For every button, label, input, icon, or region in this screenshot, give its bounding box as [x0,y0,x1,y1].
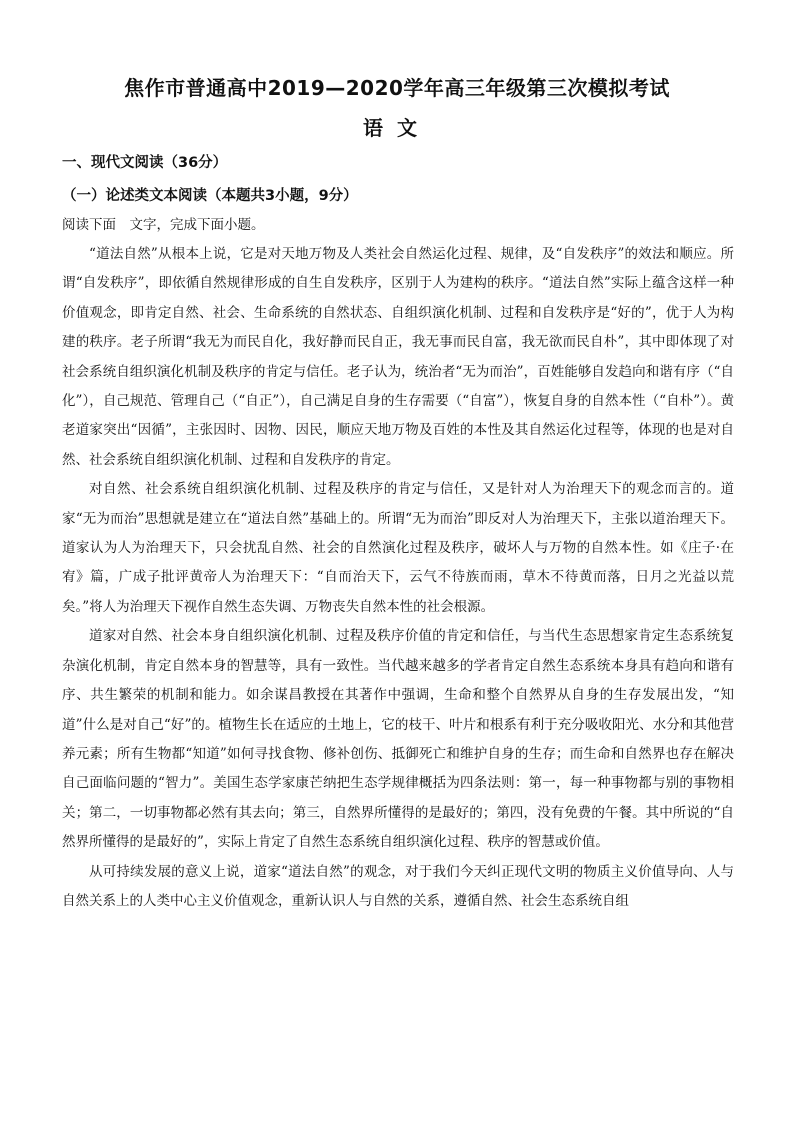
passage-paragraph-2: 对自然、社会系统自组织演化机制、过程及秩序的肯定与信任，又是针对人为治理天下的观念而言的。道家“无为而治”思想就是建立在“道法自然”基础上的。所谓“无为而治”即反对人为治理天下，主张以道治理天下。道家认为人为治理天下，只会扰乱自然、社会的自然演化过程及秩序，破坏人与万物的自然本性。如《庄子·在宥》篇，广成子批评黄帝人为治理天下：“自而治天下，云气不待族而雨，草木不待黄而落，日月之光益以荒矣。”将人为治理天下视作自然生态失调、万物丧失自然本性的社会根源。 [62,481,734,615]
passage-paragraph-3: 道家对自然、社会本身自组织演化机制、过程及秩序价值的肯定和信任，与当代生态思想家肯定生态系统复杂演化机制，肯定自然本身的智慧等，具有一致性。当代越来越多的学者肯定自然生态系统本身具有趋向和谐有序、共生繁荣的机制和能力。如余谋昌教授在其著作中强调，生命和整个自然界从自身的生存发展出发，“知道”什么是对自己“好”的。植物生长在适应的土地上，它的枝干、叶片和根系有利于充分吸收阳光、水分和其他营养元素；所有生物都“知道”如何寻找食物、修补创伤、抵御死亡和维护自身的生存；而生命和自然界也存在解决自己面临问题的“智力”。美国生态学家康芒纳把生态学规律概括为四条法则：第一，每一种事物都与别的事物相关；第二，一切事物都必然有其去向；第三，自然界所懂得的是最好的；第四，没有免费的午餐。其中所说的“自然界所懂得的是最好的”，实际上肯定了自然生态系统自组织演化过程、秩序的智慧或价值。 [62,628,734,851]
subsection-heading: （一）论述类文本阅读（本题共3小题，9分） [62,188,358,204]
passage-paragraph-4: 从可持续发展的意义上说，道家“道法自然”的观念，对于我们今天纠正现代文明的物质主义价值导向、人与自然关系上的人类中心主义价值观念，重新认识人与自然的关系，遵循自然、社会生态系统自组 [62,863,734,909]
passage-paragraph-1: “道法自然”从根本上说，它是对天地万物及人类社会自然运化过程、规律，及“自发秩序”的效法和顺应。所谓“自发秩序”，即依循自然规律形成的自生自发秩序，区别于人为建构的秩序。“道法自然”实际上蕴含这样一种价值观念，即肯定自然、社会、生命系统的自然状态、自组织演化机制、过程和自发秩序是“好的”，优于人为构建的秩序。老子所谓“我无为而民自化，我好静而民自正，我无事而民自富，我无欲而民自朴”，其中即体现了对社会系统自组织演化机制及秩序的肯定与信任。老子认为，统治者“无为而治”，百姓能够自发趋向和谐有序（“自化”），自己规范、管理自己（“自正”），自己满足自身的生存需要（“自富”），恢复自身的自然本性（“自朴”）。黄老道家突出“因循”，主张因时、因物、因民，顺应天地万物及百姓的本性及其自然运化过程等，体现的也是对自然、社会系统自组织演化机制、过程和自发秩序的肯定。 [62,246,734,468]
passage-body [62,240,734,916]
exam-title: 焦作市普通高中2019—2020学年高三年级第三次模拟考试 [124,76,670,100]
section-heading: 一、现代文阅读（36分） [62,155,228,171]
subject-title: 语文 [363,116,431,140]
reading-instruction: 阅读下面 文字，完成下面小题。 [62,217,265,233]
